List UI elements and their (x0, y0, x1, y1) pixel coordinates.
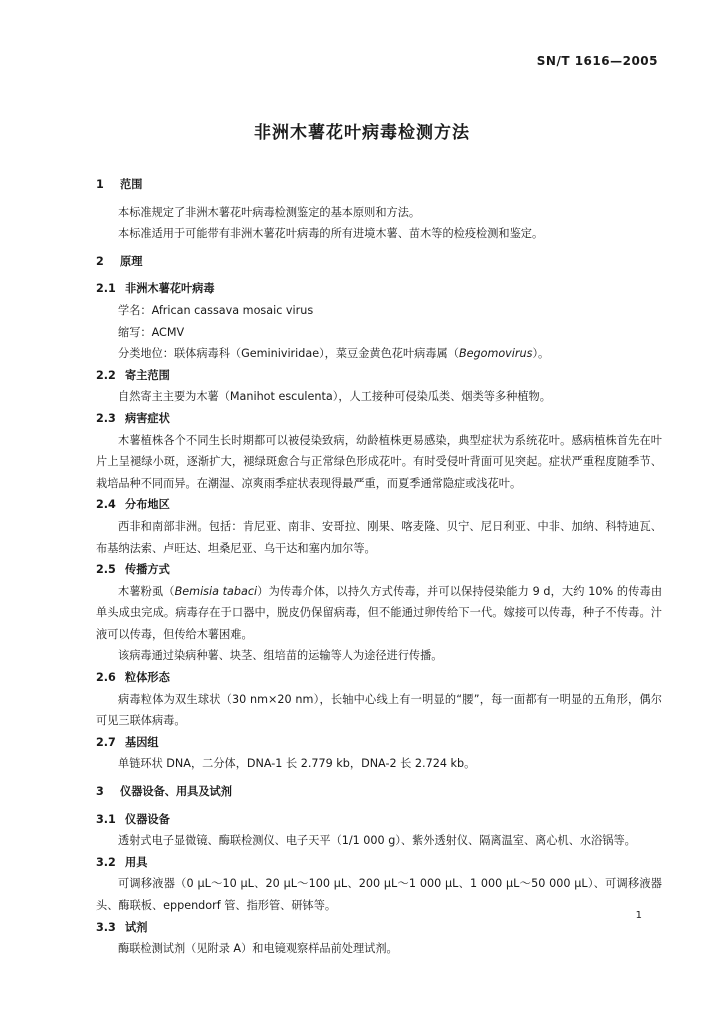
section-heading-2-6: 2.6 粒体形态 (96, 671, 170, 685)
section-heading-2-3: 2.3 病害症状 (96, 411, 170, 425)
paragraph: 本标准规定了非洲木薯花叶病毒检测鉴定的基本原则和方法。 (118, 205, 421, 219)
paragraph: 分类地位：联体病毒科（Geminiviridae），菜豆金黄色花叶病毒属（Begomovirus）。 (118, 347, 550, 361)
section-heading-3-3: 3.3 试剂 (96, 920, 148, 934)
paragraph: 透射式电子显微镜、酶联检测仪、电子天平（1/1 000 g）、紫外透射仪、隔离温室、离心机、水浴锅等。 (118, 834, 636, 848)
paragraph: 可调移液器（0 μL～10 μL、20 μL～100 μL、200 μL～1 000 μL、1 000 μL～50 000 μL）、可调移液器头、酶联板、eppendorf 管、指形管、研钵等。 (96, 877, 662, 912)
section-heading-3-1: 3.1 仪器设备 (96, 812, 170, 826)
section-heading-2-7: 2.7 基因组 (96, 735, 159, 749)
section-heading-2-4: 2.4 分布地区 (96, 498, 170, 512)
paragraph: 病毒粒体为双生球状（30 nm×20 nm），长轴中心线上有一明显的“腰”，每一面都有一明显的五角形，偶尔可见三联体病毒。 (96, 692, 662, 728)
document-title: 非洲木薯花叶病毒检测方法 (254, 123, 470, 143)
paragraph: 自然寄主主要为木薯（Manihot esculenta），人工接种可侵染瓜类、烟类等多种植物。 (118, 390, 551, 404)
paragraph: 学名：African cassava mosaic virus (118, 303, 314, 317)
paragraph: 酶联检测试剂（见附录 A）和电镜观察样品前处理试剂。 (118, 942, 398, 956)
section-heading-2: 2 原理 (96, 254, 143, 268)
section-heading-1: 1 范围 (96, 178, 143, 191)
document-body (96, 174, 662, 960)
paragraph: 本标准适用于可能带有非洲木薯花叶病毒的所有进境木薯、苗木等的检疫检测和鉴定。 (118, 227, 544, 241)
section-heading-3-2: 3.2 用具 (96, 855, 148, 869)
paragraph: 该病毒通过染病种薯、块茎、组培苗的运输等人为途径进行传播。 (118, 649, 443, 663)
section-heading-2-2: 2.2 寄主范围 (96, 368, 170, 382)
standard-number: SN/T 1616—2005 (536, 54, 658, 68)
page-number: 1 (635, 910, 642, 921)
section-heading-3: 3 仪器设备、用具及试剂 (96, 785, 232, 799)
paragraph: 木薯粉虱（Bemisia tabaci）为传毒介体，以持久方式传毒，并可以保持侵染能力 9 d，大约 10% 的传毒由单头成虫完成。病毒存在于口器中，脱皮仍保留病毒，但不能通过卵传给下一代。嫁接可以传毒，种子不传毒。汁液可以传毒，但传给木薯困难。 (96, 584, 663, 641)
paragraph: 缩写：ACMV (118, 325, 185, 339)
paragraph: 西非和南部非洲。包括：肯尼亚、南非、安哥拉、刚果、喀麦隆、贝宁、尼日利亚、中非、加纳、科特迪瓦、布基纳法索、卢旺达、坦桑尼亚、乌干达和塞内加尔等。 (96, 519, 662, 555)
paragraph: 木薯植株各个不同生长时期都可以被侵染致病，幼龄植株更易感染，典型症状为系统花叶。感病植株首先在叶片上呈褪绿小斑，逐渐扩大，褪绿斑愈合与正常绿色形成花叶。有时受侵叶背面可见突起。症状严重程度随季节、栽培品种不同而异。在潮湿、凉爽雨季症状表现得最严重，而夏季通常隐症或浅花叶。 (96, 433, 662, 490)
section-heading-2-1: 2.1 非洲木薯花叶病毒 (96, 282, 215, 296)
section-heading-2-5: 2.5 传播方式 (96, 563, 170, 577)
paragraph: 单链环状 DNA，二分体，DNA-1 长 2.779 kb，DNA-2 长 2.724 kb。 (118, 757, 476, 771)
